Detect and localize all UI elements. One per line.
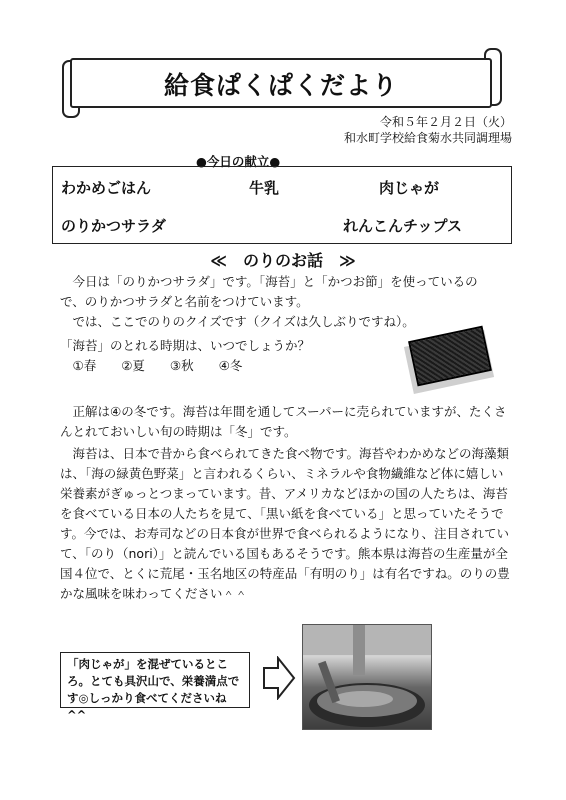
menu-item: 肉じゃが	[379, 179, 440, 197]
arrow-right-icon	[262, 656, 296, 700]
quiz-section	[60, 336, 390, 376]
quiz-options: ①春 ②夏 ③秋 ④冬	[72, 358, 243, 373]
issuer: 和水町学校給食菊水共同調理場	[343, 131, 512, 145]
menu-item: のりかつサラダ	[61, 217, 166, 235]
menu-box	[52, 166, 512, 244]
intro-paragraph: 今日は「のりかつサラダ」です。「海苔」と「かつお節」を使っているので、のりかつサラダと名前をつけています。	[60, 274, 478, 309]
menu-item: 牛乳	[249, 179, 280, 197]
menu-heading: ●今日の献立●	[196, 154, 281, 169]
answer-section	[60, 402, 510, 442]
intro-section	[60, 272, 500, 332]
photo-caption: 「肉じゃが」を混ぜているところ。とても具沢山で、栄養満点です◎しっかり食べてくださいね^^	[60, 652, 250, 708]
menu-item: わかめごはん	[61, 179, 152, 197]
title-banner	[70, 58, 492, 108]
quiz-intro: では、ここでのりのクイズです（クイズは久しぶりですね）。	[72, 314, 415, 329]
newsletter-title: 給食ぱくぱくだより	[163, 71, 398, 100]
quiz-question: 「海苔」のとれる時期は、いつでしょうか？	[60, 338, 311, 353]
story-title: ≪ のりのお話 ≫	[210, 251, 356, 270]
issue-date: 令和５年２月２日（火）	[379, 115, 512, 129]
cooking-photo	[302, 624, 432, 730]
answer-paragraph: 正解は④の冬です。海苔は年間を通してスーパーに売られていますが、たくさんとれておいしい旬の時期は「冬」です。	[60, 404, 507, 439]
menu-item: れんこんチップス	[343, 217, 462, 235]
body-paragraph: 海苔は、日本で昔から食べられてきた食べ物です。海苔やわかめなどの海藻類は、「海の緑黄色野菜」と言われるくらい、ミネラルや食物繊維など体に嬉しい栄養素がぎゅっとつまっています。昔、アメリカなどほかの国の人たちは、海苔を食べている日本の人たちを見て、「黒い紙を食べている」と思っていたそうです。今では、お寿司などの日本食が世界で食べられるようになり、注目されていて、「のり（nori）」と読んでいる国もあるそうです。熊本県は海苔の生産量が全国４位で、とくに荒尾・玉名地区の特産品「有明のり」は有名ですね。のりの豊かな風味を味わってください＾＾	[60, 446, 510, 601]
body-section	[60, 444, 510, 604]
